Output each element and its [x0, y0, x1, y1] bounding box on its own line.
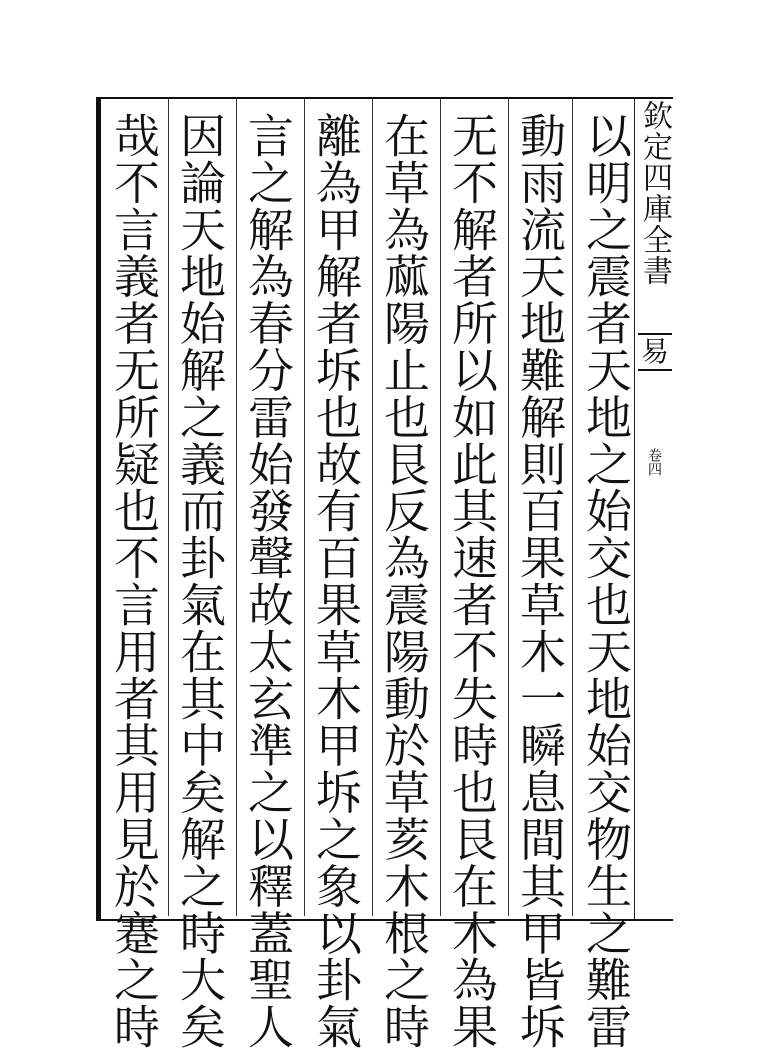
column-text: 因論天地始解之義而卦氣在其中矣解之時大矣 — [173, 112, 227, 1050]
column-rule — [572, 99, 573, 916]
book-short-title: 易 — [638, 333, 672, 371]
column-text: 哉不言義者无所疑也不言用者其用見於蹇之時 — [107, 112, 161, 1050]
column-text: 以明之震者天地之始交也天地始交物生之難雷 — [579, 112, 633, 1050]
text-column-3 — [440, 112, 504, 1050]
column-text: 无不解者所以如此其速者不失時也艮在木為果 — [445, 112, 499, 1050]
column-text: 言之解為春分雷始發聲故太玄準之以釋蓋聖人 — [241, 112, 295, 1050]
text-column-4 — [372, 112, 436, 1050]
text-column-2 — [508, 112, 572, 1050]
volume-label: 卷四 — [646, 448, 662, 476]
book-title: 欽定四庫全書 — [637, 100, 672, 286]
text-column-5 — [304, 112, 368, 1050]
column-text: 動雨流天地難解則百果草木一瞬息間其甲皆坼 — [513, 112, 567, 1050]
column-text: 在草為蓏陽止也艮反為震陽動於草荄木根之時 — [377, 112, 431, 1050]
text-column-8 — [102, 112, 166, 1050]
text-column-7 — [168, 112, 232, 1050]
text-column-1 — [574, 112, 638, 1050]
text-column-6 — [236, 112, 300, 1050]
column-text: 離為甲解者坼也故有百果草木甲坼之象以卦氣 — [309, 112, 363, 1050]
